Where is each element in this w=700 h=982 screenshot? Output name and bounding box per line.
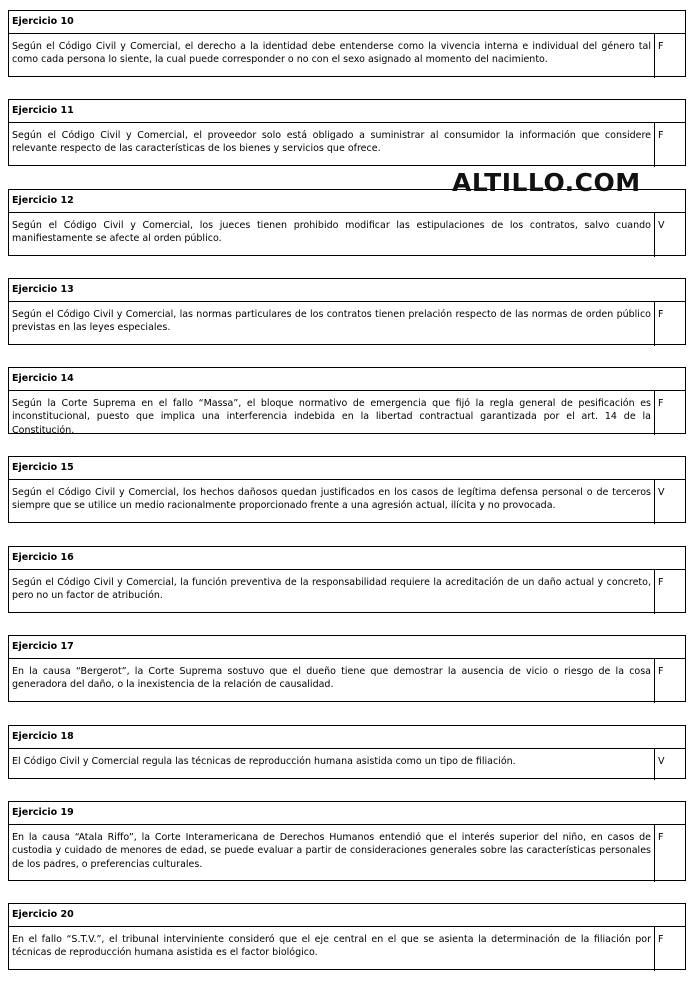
- watermark-logo: ALTILLO.COM: [452, 168, 641, 197]
- exercise-answer: V: [658, 487, 665, 498]
- exercise-answer: F: [658, 666, 664, 677]
- exercise-title: Ejercicio 11: [9, 100, 685, 123]
- exercise-question: El Código Civil y Comercial regula las técnicas de reproducción humana asistida como un tipo de filiación.: [9, 749, 655, 780]
- exercise-answer: F: [658, 130, 664, 141]
- exercise-title: Ejercicio 19: [9, 802, 685, 825]
- exercise-answer: F: [658, 832, 664, 843]
- exercise-title: Ejercicio 13: [9, 279, 685, 302]
- exercise-13: [8, 278, 686, 345]
- exercise-19: [8, 801, 686, 881]
- exercise-15: [8, 456, 686, 523]
- exercise-question: Según el Código Civil y Comercial, los hechos dañosos quedan justificados en los casos de legítima defensa personal o de terceros siempre que se utilice un medio racionalmente proporcionado frente a una agresión actual, ilícita y no provocada.: [9, 480, 655, 524]
- exercise-answer: F: [658, 309, 664, 320]
- exercise-14: [8, 367, 686, 434]
- exercise-question: Según el Código Civil y Comercial, los jueces tienen prohibido modificar las estipulaciones de los contratos, salvo cuando manifiestamente se afecte al orden público.: [9, 213, 655, 257]
- exercise-question: Según la Corte Suprema en el fallo “Massa”, el bloque normativo de emergencia que fijó la regla general de pesificación es inconstitucional, puesto que implica una interferencia indebida en la libertad contractual garantizada por el art. 14 de la Constitución.: [9, 391, 655, 435]
- exercise-20: [8, 903, 686, 970]
- exercise-title: Ejercicio 14: [9, 368, 685, 391]
- exercise-question: En la causa “Atala Riffo”, la Corte Interamericana de Derechos Humanos entendió que el interés superior del niño, en casos de custodia y cuidado de menores de edad, se puede evaluar a partir de consideraciones generales sobre las características personales de los padres, o preferencias culturales.: [9, 825, 655, 882]
- exercise-question: Según el Código Civil y Comercial, el proveedor solo está obligado a suministrar al consumidor la información que considere relevante respecto de las características de los bienes y servicios que ofrece.: [9, 123, 655, 167]
- exercise-question: Según el Código Civil y Comercial, las normas particulares de los contratos tienen prelación respecto de las normas de orden público previstas en las leyes especiales.: [9, 302, 655, 346]
- exercise-16: [8, 546, 686, 613]
- exercise-title: Ejercicio 18: [9, 726, 685, 749]
- exercise-answer: F: [658, 934, 664, 945]
- exercise-question: En el fallo “S.T.V.”, el tribunal interviniente consideró que el eje central en el que se asienta la determinación de la filiación por técnicas de reproducción humana asistida es el factor biológico.: [9, 927, 655, 971]
- exercise-17: [8, 635, 686, 702]
- exercise-answer: F: [658, 577, 664, 588]
- exercise-11: [8, 99, 686, 166]
- exercise-answer: F: [658, 41, 664, 52]
- exercise-12: [8, 189, 686, 256]
- exercise-question: Según el Código Civil y Comercial, la función preventiva de la responsabilidad requiere la acreditación de un daño actual y concreto, pero no un factor de atribución.: [9, 570, 655, 614]
- exercise-title: Ejercicio 10: [9, 11, 685, 34]
- exercise-title: Ejercicio 12: [9, 190, 685, 213]
- exercise-title: Ejercicio 20: [9, 904, 685, 927]
- exercise-answer: V: [658, 220, 665, 231]
- exercise-18: [8, 725, 686, 779]
- exercise-title: Ejercicio 17: [9, 636, 685, 659]
- exercise-answer: F: [658, 398, 664, 409]
- exercise-answer: V: [658, 756, 665, 767]
- exercise-question: Según el Código Civil y Comercial, el derecho a la identidad debe entenderse como la vivencia interna e individual del género tal como cada persona lo siente, la cual puede corresponder o no con el sexo asignado al momento del nacimiento.: [9, 34, 655, 78]
- exercise-10: [8, 10, 686, 77]
- exercise-question: En la causa “Bergerot”, la Corte Suprema sostuvo que el dueño tiene que demostrar la ausencia de vicio o riesgo de la cosa generadora del daño, o la inexistencia de la relación de causalidad.: [9, 659, 655, 703]
- exercise-title: Ejercicio 16: [9, 547, 685, 570]
- exercise-title: Ejercicio 15: [9, 457, 685, 480]
